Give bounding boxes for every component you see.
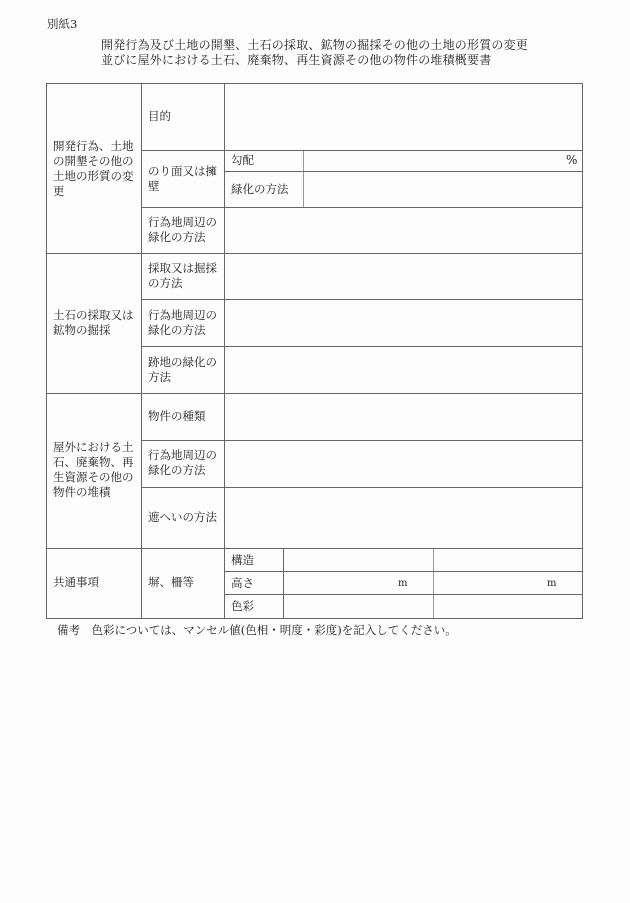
- structure-field-2[interactable]: [434, 549, 582, 571]
- col-line-1: [141, 83, 142, 618]
- row-label-fence: 塀、柵等: [148, 575, 194, 589]
- label-line: 物件の堆積: [53, 485, 111, 499]
- label-line: 行為地周辺の: [148, 308, 217, 322]
- label-line: 壁: [148, 179, 160, 193]
- section-label-outdoor-storage: [53, 440, 134, 500]
- greening-method-field[interactable]: [304, 172, 582, 207]
- label-line: 採取又は掘採: [148, 261, 217, 275]
- row-label-shielding-method: 遮へいの方法: [148, 510, 217, 524]
- section-label-common-items: 共通事項: [53, 575, 99, 589]
- height-field-1[interactable]: [284, 572, 433, 594]
- label-line: 更: [53, 184, 65, 198]
- label-line: 行為地周辺の: [148, 448, 217, 462]
- label-line: 開発行為、土地: [53, 139, 134, 153]
- purpose-field[interactable]: [225, 84, 582, 150]
- site-greening-field[interactable]: [225, 347, 582, 393]
- label-line: 生資源その他の: [53, 470, 134, 484]
- label-line: 緑化の方法: [148, 463, 206, 477]
- note-text: 備考 色彩については、マンセル値(色相・明度・彩度)を記入してください。: [57, 623, 457, 637]
- color-field-2[interactable]: [434, 595, 582, 618]
- shielding-method-field[interactable]: [225, 488, 582, 548]
- label-line: 方法: [148, 370, 171, 384]
- row-label-surrounding-greening: [148, 215, 217, 245]
- table-border-bottom: [46, 618, 583, 619]
- table-border-right: [582, 83, 583, 618]
- label-line: 緑化の方法: [148, 323, 206, 337]
- item-type-field[interactable]: [225, 394, 582, 440]
- row-label-item-type: 物件の種類: [148, 409, 206, 423]
- title-line-1: 開発行為及び土地の開墾、土石の採取、鉱物の掘採その他の土地の形質の変更: [101, 38, 529, 52]
- table-border-left: [46, 83, 47, 618]
- label-line: 行為地周辺の: [148, 215, 217, 229]
- height-unit-1: m: [398, 578, 408, 589]
- label-line: 石、廃棄物、再: [53, 455, 134, 469]
- storage-surrounding-greening-field[interactable]: [225, 441, 582, 487]
- row-label-surrounding-greening: [148, 308, 217, 338]
- gradient-field[interactable]: [304, 151, 582, 171]
- label-line: 屋外における土: [53, 440, 134, 454]
- sub-label-height: 高さ: [231, 576, 254, 590]
- section-label-land-alteration: [53, 139, 134, 199]
- label-line: のり面又は擁: [148, 164, 217, 178]
- row-label-surrounding-greening: [148, 448, 217, 478]
- sub-label-color: 色彩: [231, 599, 254, 613]
- row-label-site-greening: [148, 355, 217, 385]
- label-line: の開墾その他の: [53, 154, 134, 168]
- label-line: 緑化の方法: [148, 230, 206, 244]
- document-label: 別紙3: [47, 17, 78, 31]
- label-line: の方法: [148, 276, 183, 290]
- color-field-1[interactable]: [284, 595, 433, 618]
- label-line: 跡地の緑化の: [148, 355, 217, 369]
- title-line-2: 並びに屋外における土石、廃棄物、再生資源その他の物件の堆積概要書: [101, 53, 492, 67]
- extraction-method-field[interactable]: [225, 254, 582, 299]
- row-label-extraction-method: [148, 261, 217, 291]
- section-label-quarrying: [53, 308, 134, 338]
- row-label-slope-wall: [148, 164, 217, 194]
- quarry-surrounding-greening-field[interactable]: [225, 300, 582, 346]
- label-line: 土石の採取又は: [53, 308, 134, 322]
- structure-field-1[interactable]: [284, 549, 433, 571]
- gradient-unit: %: [566, 153, 578, 167]
- height-field-2[interactable]: [434, 572, 582, 594]
- sub-label-greening-method: 緑化の方法: [231, 182, 289, 196]
- sub-label-gradient: 勾配: [231, 153, 254, 167]
- surrounding-greening-field[interactable]: [225, 208, 582, 253]
- label-line: 鉱物の掘採: [53, 323, 111, 337]
- row-label-purpose: 目的: [148, 109, 171, 123]
- height-unit-2: m: [547, 578, 557, 589]
- label-line: 土地の形質の変: [53, 169, 134, 183]
- sub-label-structure: 構造: [231, 553, 254, 567]
